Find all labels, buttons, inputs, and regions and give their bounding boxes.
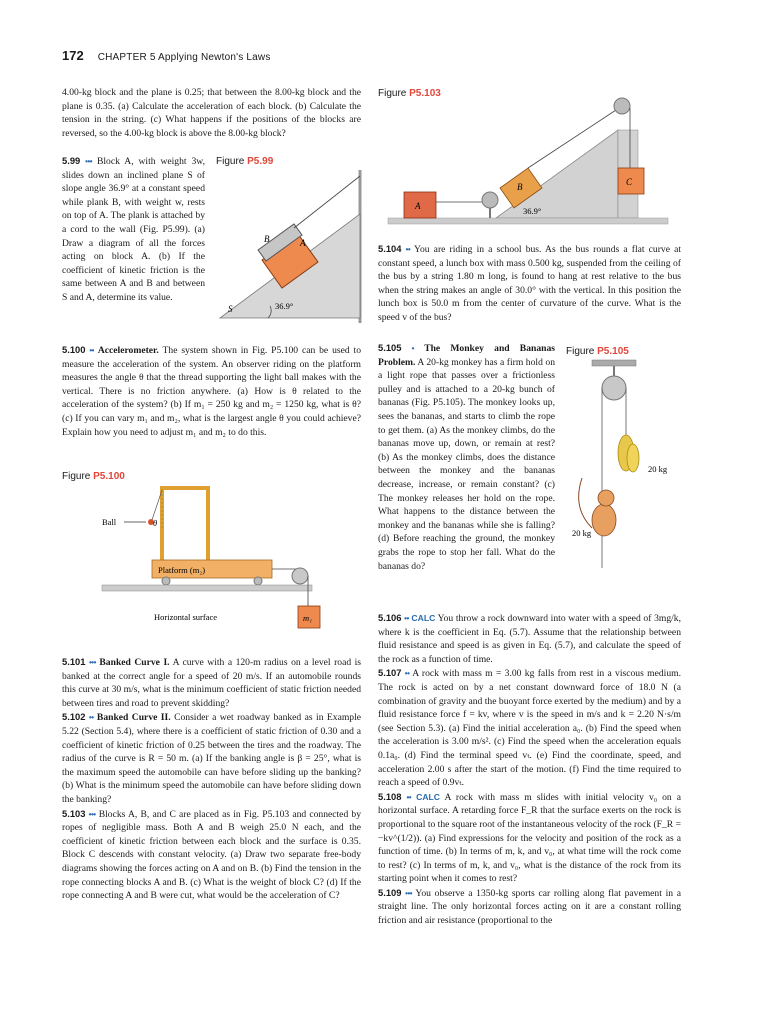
bananas-mass: 20 kg bbox=[648, 464, 668, 474]
cord bbox=[294, 176, 360, 228]
problem-5-100 bbox=[62, 343, 361, 439]
monkey-mass: 20 kg bbox=[572, 528, 592, 538]
monkey-head bbox=[598, 490, 614, 506]
problem-text: Block A, with weight 3w, slides down an inclined plane S of slope angle 36.9° at a constant speed while plank B, with weight w, rests on top of A. The plank is attached by a cord to the wall (Fig. P5.99). (a) Draw a diagram of all the forces acting on block A. (b) If the coefficient of kinetic friction is the same between A and B and between S and A, determine its value. bbox=[62, 156, 205, 303]
left-lower bbox=[62, 655, 361, 903]
problem-5-102: 5.102 •• Banked Curve II. Consider a wet roadway banked as in Example 5.22 (Section 5.4), where there is a coefficient of static friction of 0.30 and a coefficient of kinetic friction of 0.25 between the tires and the roadway. The radius of the curve is R = 50 m. (a) If the banking angle is β = 25°, what is the maximum speed the automobile can have before sliding up the banking? (b) What is the minimum speed the automobile can have before sliding down the banking? bbox=[62, 711, 362, 805]
monkey-tail bbox=[579, 478, 592, 528]
theta-label: θ bbox=[153, 518, 158, 528]
problem-5-109: 5.109 ••• You observe a 1350-kg sports car rolling along flat pavement in a straight line. The only horizontal forces acting on it are a constant rolling friction and air resistance (proportional to the bbox=[378, 886, 681, 927]
m1-label: m₁ bbox=[303, 613, 313, 623]
problem-5-101: 5.101 ••• Banked Curve I. A curve with a 120-m radius on a level road is banked at the correct angle for a speed of 20 m/s. If an automobile rounds this curve at 30 m/s, what is the minimum coefficient of static friction needed between tires and road to prevent skidding? bbox=[62, 656, 362, 709]
figure-p5-105 bbox=[562, 358, 682, 578]
figure-p5-103 bbox=[378, 96, 683, 236]
horizontal-surface bbox=[102, 585, 312, 591]
figure-p5-99 bbox=[212, 168, 362, 328]
pulley bbox=[292, 568, 308, 584]
problem-5-103: 5.103 ••• Blocks A, B, and C are placed as in Fig. P5.103 and connected by ropes of negligible mass. Both A and B weigh 25.0 N each, and the coefficient of kinetic friction between each block and the surface is 0.35. Block C descends with constant velocity. (a) Draw two separate free-body diagrams showing the forces acting on A and on B. (b) Find the tension in the rope connecting blocks A and B. (c) What is the weight of block C? (d) If the rope connecting A and B were cut, what would be the acceleration of C? bbox=[62, 807, 361, 902]
label-b: B bbox=[264, 234, 270, 244]
page-number: 172 bbox=[62, 48, 84, 63]
problem-5-108: 5.108 •• CALC A rock with mass m slides with initial velocity v₀ on a horizontal surface. A retarding force F_R that the surface exerts on the rock is proportional to the square root of the instantaneous velocity of the rock (F_R = −kv^(1/2)). (a) Find expressions for the velocity and position of the rock as a function of time. (b) In terms of m, k, and v₀, at what time will the rock come to rest? (c) In terms of m, k, and v₀, what is the distance of the rock from its starting point when it comes to rest? bbox=[378, 790, 682, 885]
label-c: C bbox=[626, 177, 633, 187]
problem-title: Accelerometer. bbox=[97, 345, 159, 356]
figure-caption-p5-100: Figure P5.100 bbox=[62, 471, 125, 482]
right-lower bbox=[378, 611, 681, 928]
problem-number: 5.99 bbox=[62, 155, 81, 166]
ceiling bbox=[592, 360, 636, 366]
platform-label: Platform (m₂) bbox=[158, 565, 206, 575]
label-b: B bbox=[517, 182, 523, 192]
problem-5-99 bbox=[62, 154, 205, 305]
problem-5-104: 5.104 •• You are riding in a school bus. As the bus rounds a flat curve at constant speed, a lunch box with mass 0.500 kg, suspended from the ceiling of the bus by a string 1.80 m long, is found to hang at rest relative to the bus when the string makes an angle of 30.0° with the vertical. In this position the lunch box is 50.0 m from the center of curvature of the curve. What is the speed v of the bus? bbox=[378, 243, 682, 323]
label-s: S bbox=[228, 304, 233, 314]
label-a: A bbox=[415, 201, 421, 211]
figure-caption-p5-105: Figure P5.105 bbox=[566, 346, 629, 357]
figure-caption-p5-99: Figure P5.99 bbox=[216, 156, 274, 167]
angle-label: 36.9° bbox=[523, 206, 542, 216]
chapter-title: CHAPTER 5 Applying Newton's Laws bbox=[97, 52, 271, 63]
angle-label: 36.9° bbox=[275, 301, 294, 311]
page-header bbox=[62, 48, 271, 63]
pulley bbox=[602, 376, 626, 400]
pulley-left bbox=[482, 192, 498, 208]
problem-5-107: 5.107 •• A rock with mass m = 3.00 kg falls from rest in a viscous medium. The rock is acted on by a net constant downward force of 18.0 N (a combination of gravity and the buoyant force exerted by the medium) and by a fluid resistance force f = kv, where v is the speed in m/s and k = 2.20 N·s/m (see Section 5.3). (a) Find the initial acceleration a₀. (b) Find the speed when the acceleration is 3.00 m/s². (c) Find the speed when the acceleration equals 0.1a₀. (d) Find the terminal speed vₜ. (e) Find the coordinate, speed, and acceleration 2.00 s after the start of the motion. (f) Find the time required to reach a speed of 0.9vₜ. bbox=[378, 667, 681, 789]
problem-text: The system shown in Fig. P5.100 can be used to measure the acceleration of the system. An observer riding on the platform measures the angle θ that the thread supporting the light ball makes with the vertical. There is no friction anywhere. (a) How is θ related to the acceleration of the system? (b) If m₁ = 250 kg and m₂ = 1250 kg, what is θ? (c) If you can vary m₁ and m₂, what is the largest angle θ you could achieve? Explain how you need to adjust m₁ and m₂ to do this. bbox=[62, 345, 361, 438]
figure-caption-p5-103: Figure P5.103 bbox=[378, 88, 441, 99]
figure-p5-100 bbox=[62, 478, 362, 640]
problem-5-106: 5.106 •• CALC You throw a rock downward into water with a speed of 3mg/k, where k is the coefficient in Eq. (5.7). Assume that the relationship between fluid resistance and speed is as given in Eq. (5.7), and calculate the speed of the rock as a function of time. bbox=[378, 612, 681, 665]
difficulty-dots: •• bbox=[89, 346, 94, 355]
problem-5-105: 5.105 • The Monkey and Bananas Problem. A 20-kg monkey has a firm hold on a light rope that passes over a frictionless pulley and is attached to a 20-kg bunch of bananas (Fig. P5.105). The monkey looks up, sees the bananas, and starts to climb the rope to get them. (a) As the monkey climbs, do the bananas move up, down, or remain at rest? (b) As the monkey climbs, does the distance between the monkey and the bananas decrease, increase, or remain constant? (c) The monkey releases her hold on the rope. What happens to the distance between the monkey and the bananas while she is falling? (d) Before reaching the ground, the monkey grabs the rope to stop her fall. What do the bananas do? bbox=[378, 342, 555, 572]
ball-label: Ball bbox=[102, 517, 117, 527]
monkey-body bbox=[592, 504, 616, 536]
surface-label: Horizontal surface bbox=[154, 612, 218, 622]
table-surface bbox=[388, 218, 668, 224]
problem-continuation: 4.00-kg block and the plane is 0.25; that between the 8.00-kg block and the plane is 0.35. (a) Calculate the acceleration of each block. (b) Calculate the tension in the string. (c) What happens if the positions of the blocks are reversed, so the 4.00-kg block is above the 8.00-kg block? bbox=[62, 87, 361, 139]
pulley-top bbox=[614, 98, 630, 114]
problem-number: 5.100 bbox=[62, 344, 86, 355]
difficulty-dots: ••• bbox=[85, 157, 93, 166]
left-intro bbox=[62, 86, 361, 140]
label-a: A bbox=[300, 238, 306, 248]
